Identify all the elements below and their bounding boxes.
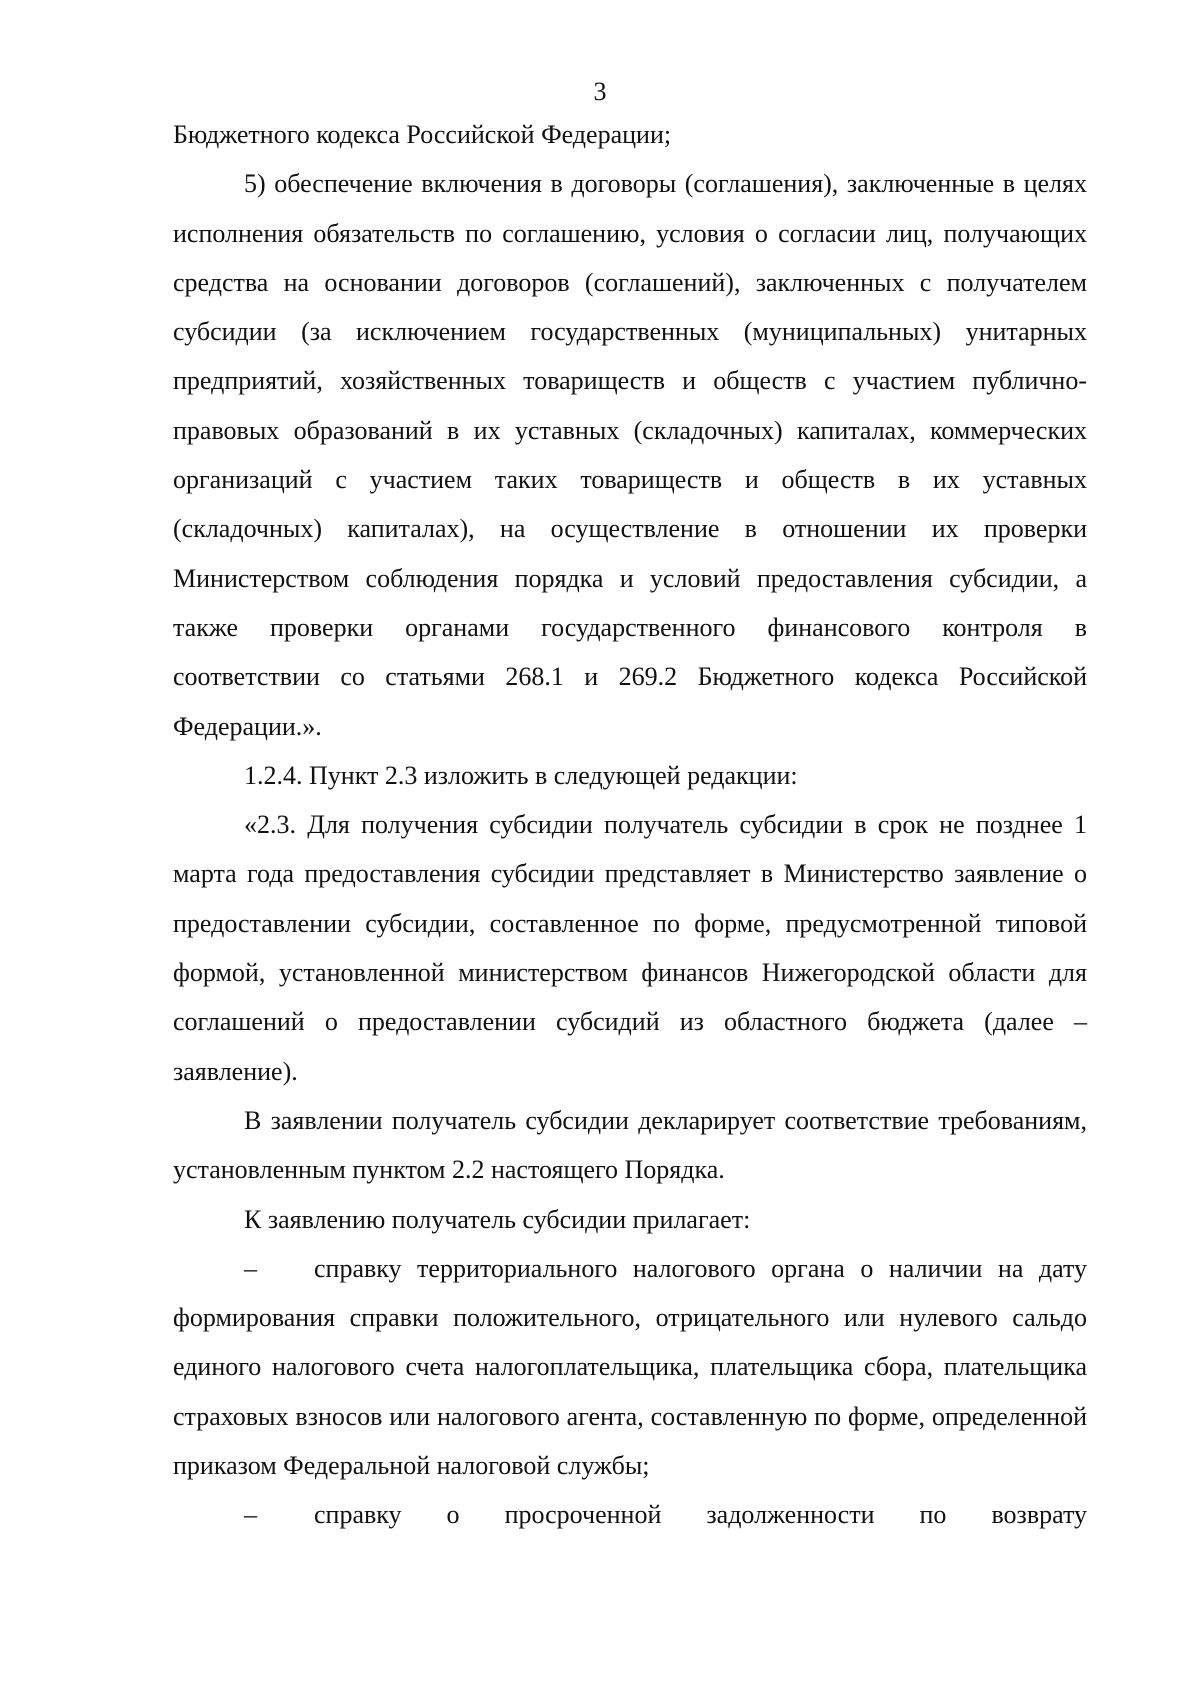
dash-marker: – <box>244 1253 257 1283</box>
list-item-text: справку территориального налогового органа о наличии на дату формирования справки положительного, отрицательного или нулевого сальдо единого налогового счета налогоплательщика, плательщика сбора, плательщика страховых взносов или налогового агента, составленную по форме, определенной приказом Федеральной налоговой службы; <box>173 1253 1087 1481</box>
list-item-overdue-debt <box>173 1490 1087 1539</box>
paragraph-budget-code-continuation: Бюджетного кодекса Российской Федерации; <box>173 120 672 149</box>
document-body <box>173 110 1087 1540</box>
list-item-tax-certificate <box>173 1244 1087 1490</box>
paragraph-declaration: В заявлении получатель субсидии декларирует соответствие требованиям, установленным пунктом 2.2 настоящего Порядка. <box>173 1105 1087 1185</box>
list-item-text: справку о просроченной задолженности по возврату <box>314 1500 1087 1530</box>
dash-marker: – <box>244 1500 257 1530</box>
paragraph-item-5: 5) обеспечение включения в договоры (соглашения), заключенные в целях исполнения обязательств по соглашению, условия о согласии лиц, получающих средства на основании договоров (соглашений), заключенных с получателем субсидии (за исключением государственных (муниципальных) унитарных предприятий, хозяйственных товариществ и обществ с участием публично-правовых образований в их уставных (складочных) капиталах, коммерческих организаций с участием таких товариществ и обществ в их уставных (складочных) капиталах), на осуществление в отношении их проверки Министерством соблюдения порядка и условий предоставления субсидии, а также проверки органами государственного финансового контроля в соответствии со статьями 268.1 и 269.2 Бюджетного кодекса Российской Федерации.». <box>173 169 1087 741</box>
page-number: 3 <box>593 77 607 106</box>
paragraph-attachments-intro: К заявлению получатель субсидии прилагает: <box>244 1204 751 1234</box>
paragraph-2-3: «2.3. Для получения субсидии получатель субсидии в срок не позднее 1 марта года предоставления субсидии представляет в Министерство заявление о предоставлении субсидии, составленное по форме, предусмотренной типовой формой, установленной министерством финансов Нижегородской области для соглашений о предоставлении субсидий из областного бюджета (далее – заявление). <box>173 810 1087 1086</box>
paragraph-1-2-4: 1.2.4. Пункт 2.3 изложить в следующей редакции: <box>244 760 798 790</box>
